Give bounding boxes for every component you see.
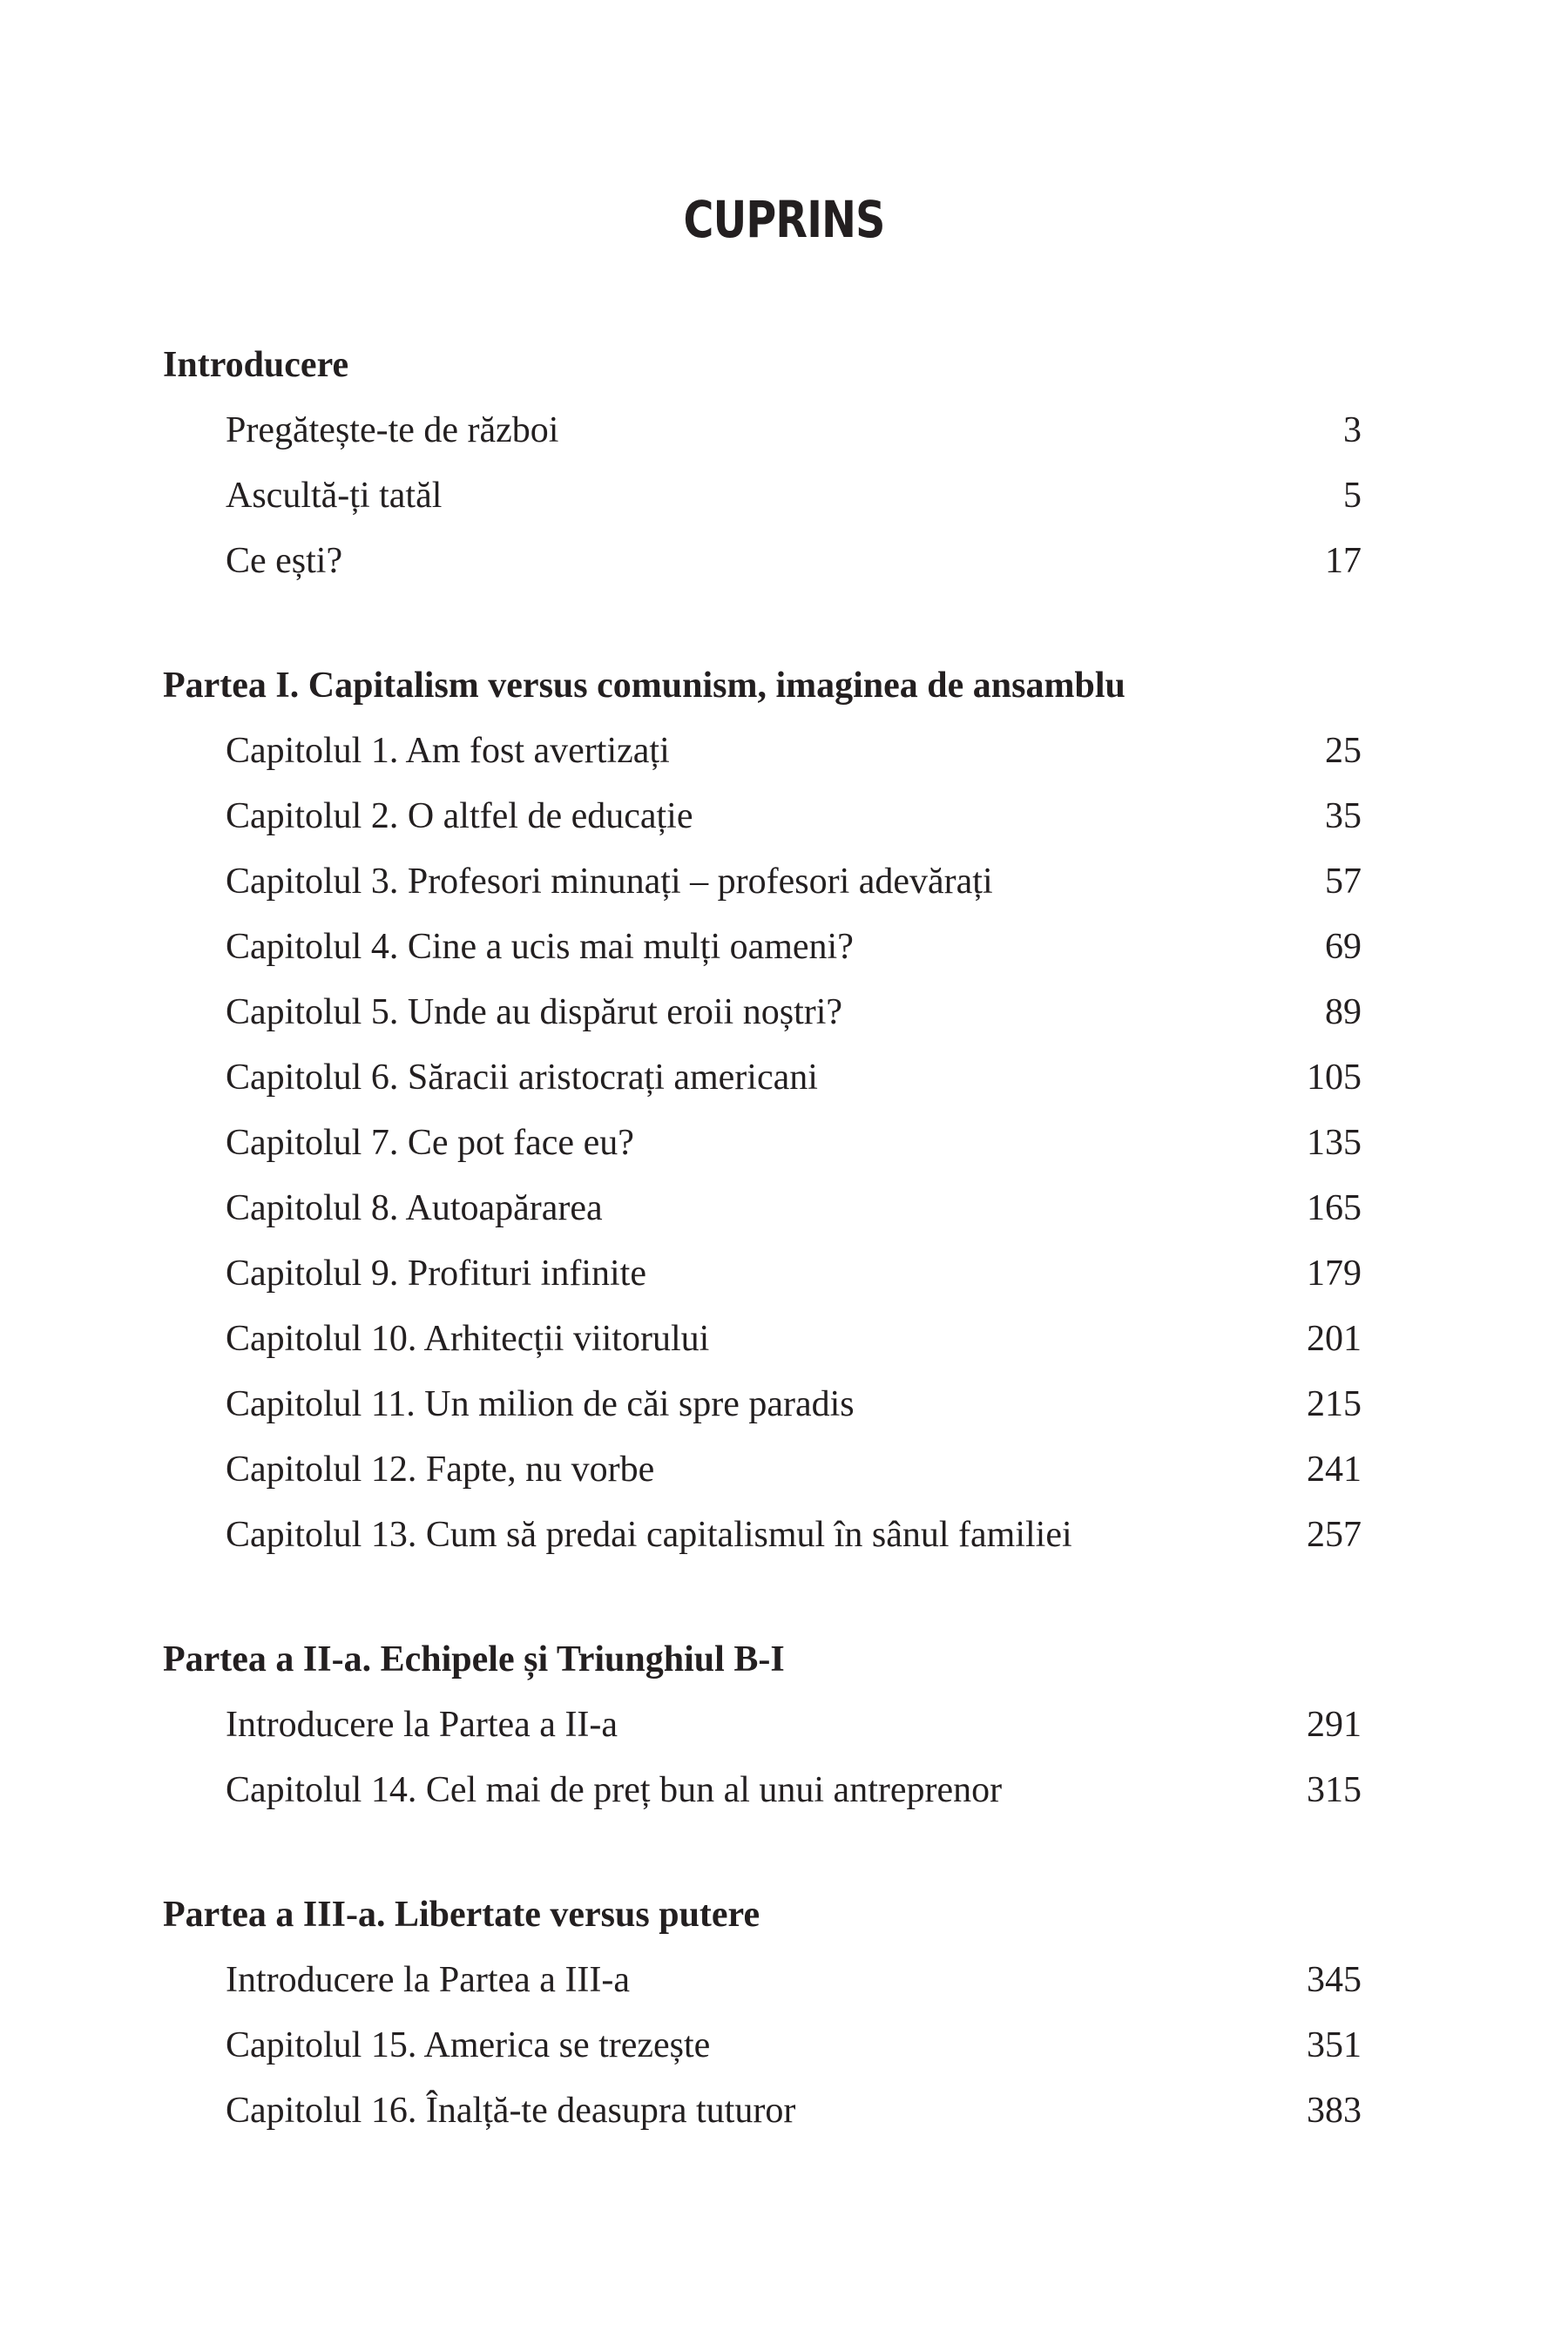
entry-page-number: 383	[1307, 2091, 1362, 2131]
entry-page-number: 291	[1307, 1705, 1362, 1745]
toc-entry[interactable]	[163, 1372, 1362, 1437]
table-of-contents	[163, 333, 1362, 2203]
section-title: Partea a III-a. Libertate versus putere	[163, 1895, 760, 1935]
toc-entry[interactable]	[163, 1241, 1362, 1307]
toc-entry[interactable]	[163, 1948, 1362, 2013]
entry-page-number: 241	[1307, 1450, 1362, 1490]
toc-entry[interactable]	[163, 463, 1362, 529]
section-title: Partea a II-a. Echipele și Triunghiul B-I	[163, 1639, 785, 1680]
entry-page-number: 179	[1307, 1254, 1362, 1294]
entry-label: Capitolul 4. Cine a ucis mai mulți oameni?	[226, 927, 854, 967]
entry-label: Introducere la Partea a III-a	[226, 1960, 631, 2000]
toc-entry[interactable]	[163, 1437, 1362, 1503]
entry-label: Pregătește-te de război	[226, 410, 559, 450]
entry-page-number: 57	[1325, 862, 1362, 902]
entry-page-number: 351	[1307, 2025, 1362, 2065]
toc-entry[interactable]	[163, 1045, 1362, 1111]
entry-label: Capitolul 7. Ce pot face eu?	[226, 1123, 634, 1163]
section-title: Introducere	[163, 345, 349, 385]
toc-entry[interactable]	[163, 1503, 1362, 1568]
entry-page-number: 257	[1307, 1515, 1362, 1555]
entry-page-number: 165	[1307, 1188, 1362, 1228]
entry-label: Capitolul 9. Profituri infinite	[226, 1254, 646, 1294]
page-title: CUPRINS	[683, 190, 885, 249]
entry-page-number: 315	[1307, 1770, 1362, 1810]
entry-label: Capitolul 15. America se trezește	[226, 2025, 711, 2065]
entry-label: Capitolul 10. Arhitecții viitorului	[226, 1319, 710, 1359]
toc-entry[interactable]	[163, 1693, 1362, 1758]
toc-entry[interactable]	[163, 784, 1362, 849]
entry-page-number: 25	[1325, 731, 1362, 771]
entry-label: Capitolul 6. Săracii aristocrați americani	[226, 1058, 818, 1098]
toc-entry[interactable]	[163, 398, 1362, 463]
entry-page-number: 105	[1307, 1058, 1362, 1098]
entry-label: Capitolul 13. Cum să predai capitalismul în sânul familiei	[226, 1515, 1072, 1555]
toc-section-partea-2	[163, 1627, 1362, 1823]
entry-page-number: 89	[1325, 992, 1362, 1032]
entry-label: Capitolul 5. Unde au dispărut eroii noștri?	[226, 992, 843, 1032]
toc-entry[interactable]	[163, 1758, 1362, 1823]
entry-label: Capitolul 11. Un milion de căi spre paradis	[226, 1384, 855, 1424]
toc-entry[interactable]	[163, 1307, 1362, 1372]
toc-entry[interactable]	[163, 1176, 1362, 1241]
toc-section-partea-3	[163, 1882, 1362, 2144]
entry-label: Capitolul 16. Înalță-te deasupra tuturor	[226, 2091, 796, 2131]
entry-page-number: 5	[1343, 476, 1362, 516]
entry-label: Capitolul 1. Am fost avertizați	[226, 731, 670, 771]
toc-section-partea-1	[163, 653, 1362, 1568]
toc-entry[interactable]	[163, 2013, 1362, 2078]
toc-entry[interactable]	[163, 719, 1362, 784]
toc-entry[interactable]	[163, 1111, 1362, 1176]
toc-entry[interactable]	[163, 915, 1362, 980]
entry-page-number: 3	[1343, 410, 1362, 450]
entry-page-number: 135	[1307, 1123, 1362, 1163]
entry-page-number: 345	[1307, 1960, 1362, 2000]
toc-entry[interactable]	[163, 2078, 1362, 2144]
entry-label: Capitolul 8. Autoapărarea	[226, 1188, 603, 1228]
entry-page-number: 17	[1325, 541, 1362, 581]
entry-label: Capitolul 2. O altfel de educație	[226, 796, 693, 836]
entry-label: Ascultă-ți tatăl	[226, 476, 443, 516]
toc-section-introducere	[163, 333, 1362, 594]
entry-label: Introducere la Partea a II-a	[226, 1705, 618, 1745]
toc-entry[interactable]	[163, 529, 1362, 594]
entry-label: Capitolul 3. Profesori minunați – profesori adevărați	[226, 862, 993, 902]
entry-page-number: 215	[1307, 1384, 1362, 1424]
entry-label: Capitolul 12. Fapte, nu vorbe	[226, 1450, 655, 1490]
entry-page-number: 201	[1307, 1319, 1362, 1359]
entry-label: Capitolul 14. Cel mai de preț bun al unui antreprenor	[226, 1770, 1003, 1810]
entry-label: Ce ești?	[226, 541, 343, 581]
toc-entry[interactable]	[163, 849, 1362, 915]
section-title: Partea I. Capitalism versus comunism, imaginea de ansamblu	[163, 666, 1125, 706]
toc-entry[interactable]	[163, 980, 1362, 1045]
entry-page-number: 35	[1325, 796, 1362, 836]
entry-page-number: 69	[1325, 927, 1362, 967]
